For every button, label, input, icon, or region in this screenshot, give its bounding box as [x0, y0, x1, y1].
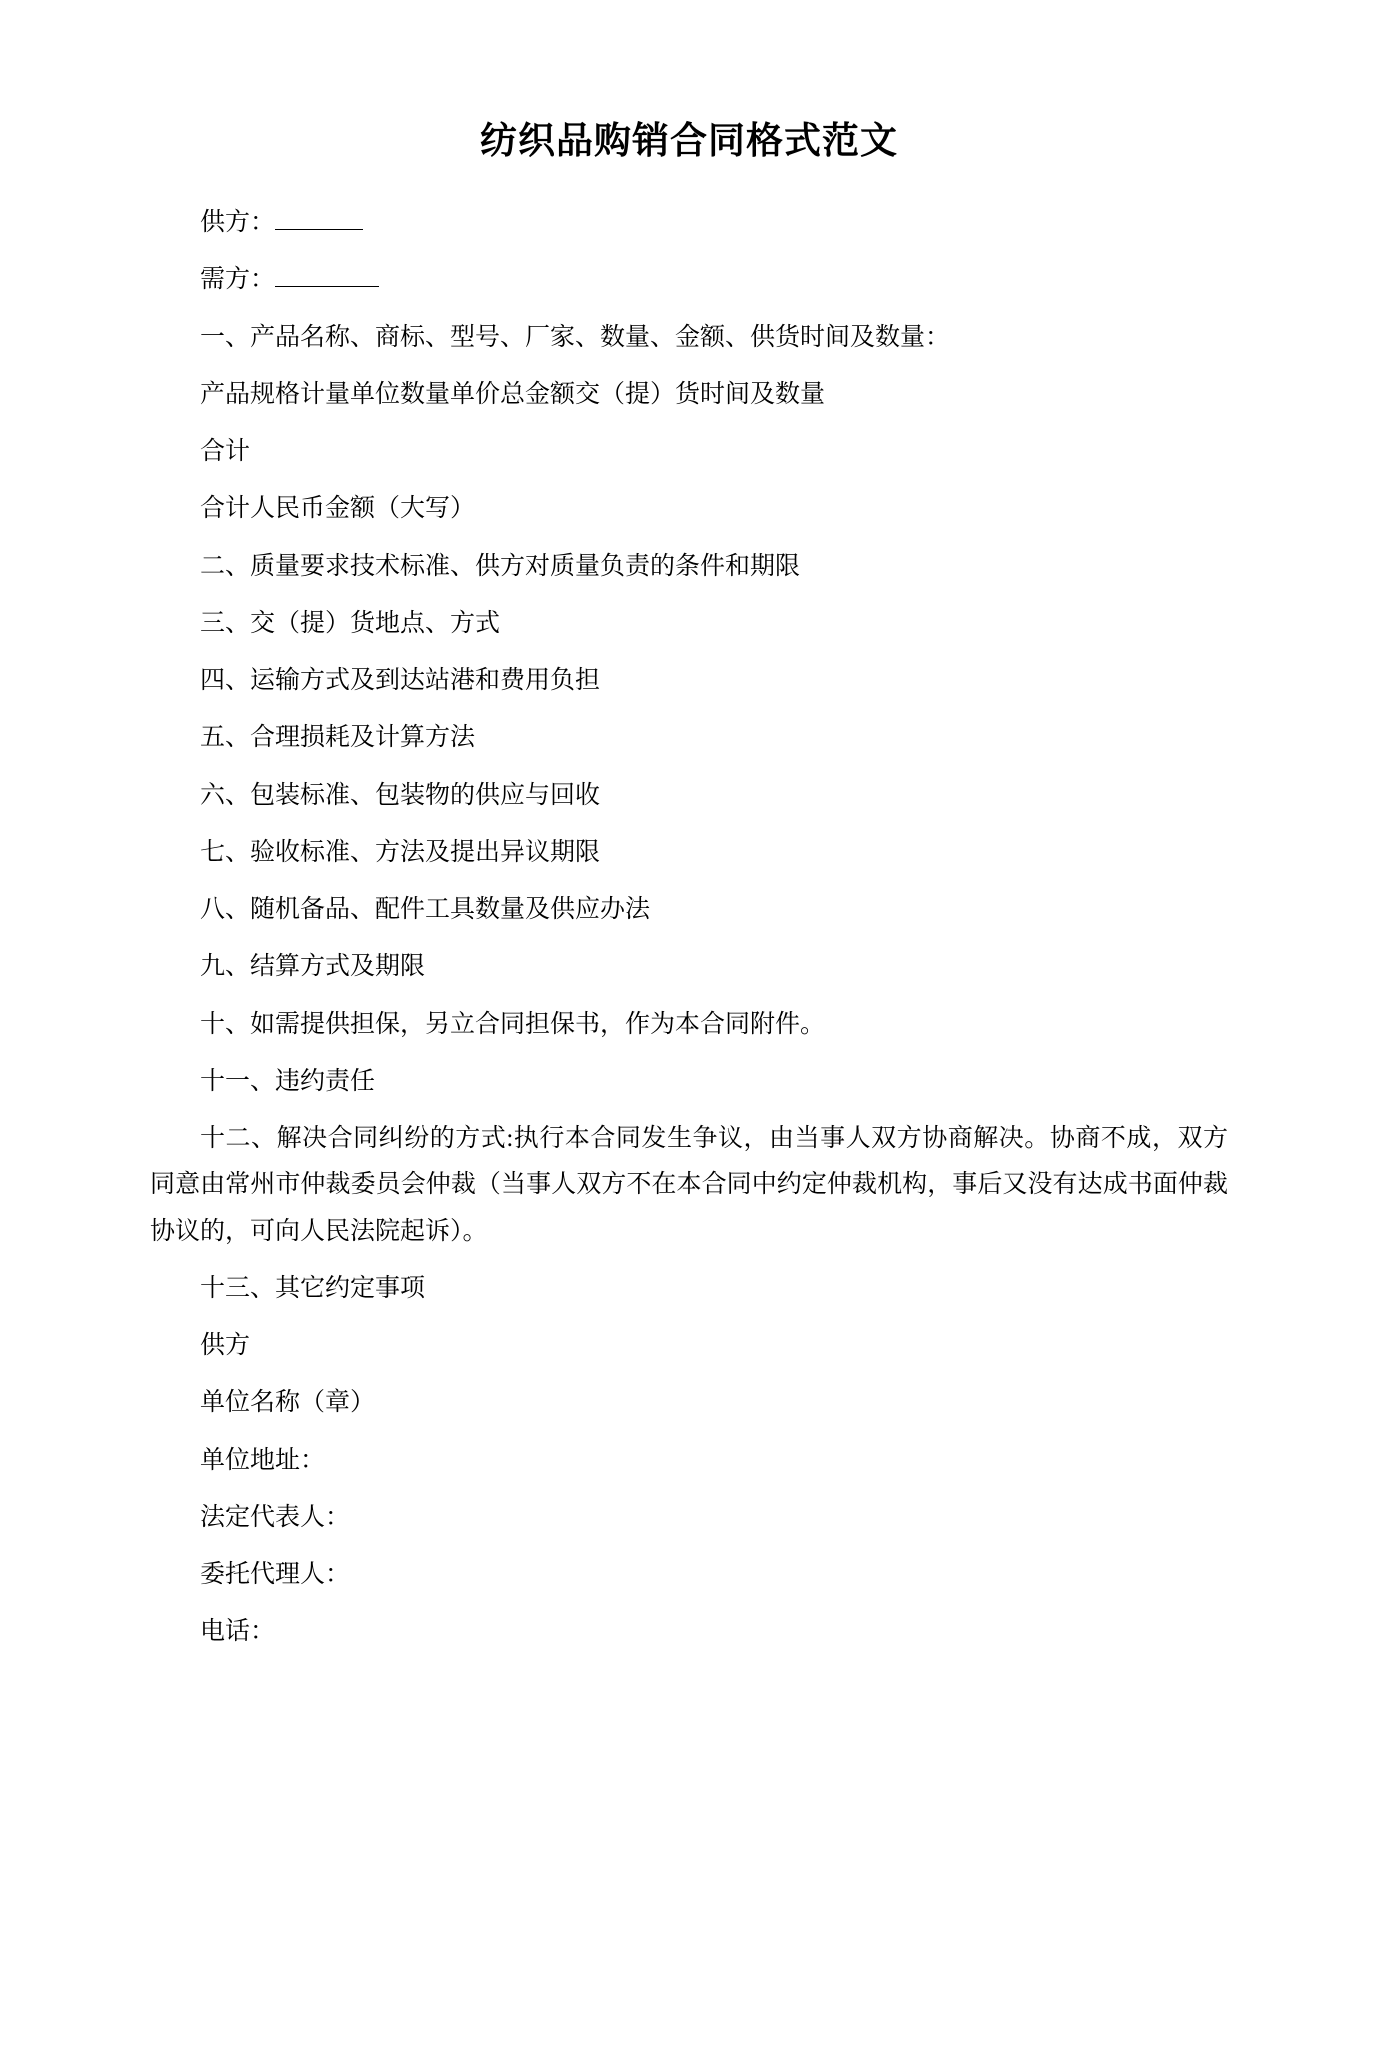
signature-line: 单位地址：: [200, 1446, 326, 1474]
clause-item: 九、结算方式及期限: [200, 953, 426, 981]
clause-item: 十一、违约责任: [200, 1067, 376, 1095]
clause-item: 合计人民币金额（大写）: [200, 495, 476, 523]
party-supplier-blank[interactable]: [275, 229, 363, 230]
party-buyer-blank[interactable]: [275, 286, 379, 287]
clause-item: 八、随机备品、配件工具数量及供应办法: [200, 896, 651, 924]
signature-line: 法定代表人：: [200, 1503, 351, 1531]
clause-other-terms: 十三、其它约定事项: [200, 1274, 426, 1302]
page-title: 纺织品购销合同格式范文: [480, 121, 898, 162]
clause-dispute-resolution: 十二、解决合同纠纷的方式:执行本合同发生争议，由当事人双方协商解决。协商不成，双方同意由常州市仲裁委员会仲裁（当事人双方不在本合同中约定仲裁机构，事后又没有达成书面仲裁协议的，可向人民法院起诉）。: [150, 1125, 1228, 1245]
party-buyer-line: [150, 257, 1228, 303]
clause-item: 二、质量要求技术标准、供方对质量负责的条件和期限: [200, 552, 801, 580]
party-supplier-label: 供方：: [200, 209, 276, 237]
clause-item: 三、交（提）货地点、方式: [200, 609, 501, 637]
clause-item: 合计: [200, 438, 251, 466]
clause-item: 一、产品名称、商标、型号、厂家、数量、金额、供货时间及数量：: [200, 323, 951, 351]
clause-item: 六、包装标准、包装物的供应与回收: [200, 781, 601, 809]
party-buyer-label: 需方：: [200, 266, 276, 294]
signature-line: 电话：: [200, 1618, 276, 1646]
signature-line: 供方: [200, 1332, 251, 1360]
party-supplier-line: [150, 200, 1228, 246]
signature-line: 单位名称（章）: [200, 1389, 376, 1417]
clause-item: 产品规格计量单位数量单价总金额交（提）货时间及数量: [200, 380, 826, 408]
clause-item: 四、运输方式及到达站港和费用负担: [200, 667, 601, 695]
clause-item: 五、合理损耗及计算方法: [200, 724, 476, 752]
clause-item: 十、如需提供担保，另立合同担保书，作为本合同附件。: [200, 1010, 826, 1038]
signature-line: 委托代理人：: [200, 1561, 351, 1589]
clause-item: 七、验收标准、方法及提出异议期限: [200, 838, 601, 866]
